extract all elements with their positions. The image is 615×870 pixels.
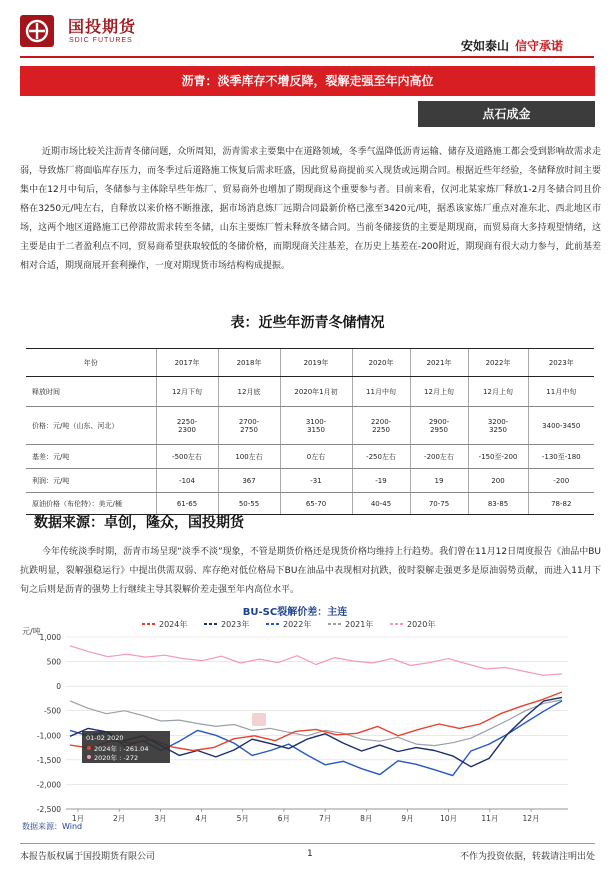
- legend-label: 2023年: [221, 620, 250, 629]
- y-tick-label: -2,000: [36, 780, 61, 790]
- table-cell: 11月中旬: [528, 377, 594, 407]
- body-paragraph-1: 近期市场比较关注沥青冬储问题，众所周知，沥青需求主要集中在道路领域，冬季气温降低沥青运输、储存及道路施工都会受到影响故需求走弱，导致炼厂将面临库存压力，而冬季过后道路施工恢复后需求旺盛，因此贸易商提前买入现货或远期合同。根据近些年经验，冬储释放时间主要集中在12月中旬后，冬储参与主体除早些年炼厂、贸易商外也增加了期现商这个重要参与者。目前来看，仅河北某家炼厂释放1-2月冬储合同且价格在3250元/吨左右，自释放以来价格不断推涨，据市场消息炼厂远期合同最新价格已涨至3420元/吨，据悉该家炼厂重点对准东北、西北地区市场，这两个地区道路施工已停滞故需求转至冬储，山东主要炼厂暂未释放冬储合同。当前冬储接货的主要是期现商，而贸易商大多持观望情绪，这主要是由于二者盈利点不同，贸易商希望获取较低的冬储价格，而期现商关注基差，在历史上基差在-200附近，期现商有很大动力参与，此前基差相对合适，期现商展开套利操作，一度对期现货市场结构构成提振。: [20, 147, 601, 271]
- table-header-cell: 2023年: [528, 349, 594, 377]
- series-line-2020年: [70, 646, 562, 676]
- y-tick-label: -2,500: [36, 805, 61, 814]
- table-cell: 原油价格（布伦特）：美元/桶: [26, 493, 156, 515]
- table-cell: 12月下旬: [156, 377, 218, 407]
- tooltip-swatch: [87, 746, 91, 750]
- table-cell: -19: [352, 469, 410, 493]
- header-slogan: [461, 37, 563, 54]
- x-tick-label: 1月: [71, 814, 85, 823]
- x-tick-label: 11月: [481, 814, 499, 823]
- table-cell: 3200- 3250: [468, 407, 528, 445]
- table-cell: 12月上旬: [410, 377, 468, 407]
- x-tick-label: 3月: [154, 814, 167, 823]
- x-tick-label: 7月: [318, 814, 332, 823]
- table-header-cell: 2021年: [410, 349, 468, 377]
- x-tick-label: 9月: [401, 814, 414, 823]
- table-title: 表：近些年沥青冬储情况: [230, 315, 385, 331]
- table-header-cell: 2019年: [280, 349, 352, 377]
- table-cell: 2250- 2300: [156, 407, 218, 445]
- legend-label: 2021年: [345, 620, 374, 629]
- y-tick-label: 0: [56, 682, 61, 692]
- column-tag: 点石成金: [418, 101, 595, 127]
- table-cell: -104: [156, 469, 218, 493]
- x-tick-label: 4月: [195, 814, 208, 823]
- table-cell: 12月底: [218, 377, 280, 407]
- slogan-part-a: 安如泰山: [460, 39, 509, 53]
- table-cell: 200: [468, 469, 528, 493]
- table-cell: 12月上旬: [468, 377, 528, 407]
- table-header-row: [26, 349, 594, 377]
- table-cell: -250左右: [352, 445, 410, 469]
- chart-title: BU-SC裂解价差：主连: [242, 607, 348, 618]
- table-cell: -130至-180: [528, 445, 594, 469]
- table-header-cell: 2022年: [468, 349, 528, 377]
- company-name-en: SDIC FUTURES: [69, 37, 133, 44]
- table-cell: 61-65: [156, 493, 218, 515]
- table-header-cell: 2017年: [156, 349, 218, 377]
- table-cell: -200左右: [410, 445, 468, 469]
- page-number: 1: [307, 849, 313, 859]
- table-cell: 2020年1月初: [280, 377, 352, 407]
- table-row: [26, 377, 594, 407]
- legend-label: 2024年: [159, 620, 188, 629]
- table-cell: 50-55: [218, 493, 280, 515]
- header-divider: [20, 56, 594, 58]
- tooltip-date: 01-02 2020: [86, 734, 124, 742]
- table-header-cell: 2018年: [218, 349, 280, 377]
- table-cell: 价格：元/吨（山东、河北）: [26, 407, 156, 445]
- table-cell: 释放时间: [26, 377, 156, 407]
- table-cell: 利润：元/吨: [26, 469, 156, 493]
- table-cell: 11月中旬: [352, 377, 410, 407]
- table-cell: 70-75: [410, 493, 468, 515]
- table-cell: 3100- 3150: [280, 407, 352, 445]
- footer-copyright: 本报告版权属于国投期货有限公司: [20, 852, 156, 862]
- table-body: [26, 377, 594, 515]
- table-header-cell: 年份: [26, 349, 156, 377]
- crack-spread-chart: [20, 603, 595, 835]
- x-tick-label: 6月: [277, 814, 291, 823]
- table-cell: 65-70: [280, 493, 352, 515]
- x-tick-label: 10月: [440, 814, 458, 823]
- chart-source: 数据来源：Wind: [22, 822, 83, 831]
- winter-storage-table: [26, 348, 594, 515]
- report-title-banner: 沥青：淡季库存不增反降，裂解走强至年内高位: [20, 66, 595, 96]
- table-cell: 0左右: [280, 445, 352, 469]
- table-cell: 367: [218, 469, 280, 493]
- table-cell: 2900- 2950: [410, 407, 468, 445]
- y-tick-label: 1,000: [39, 633, 61, 642]
- table-header-cell: 2020年: [352, 349, 410, 377]
- tooltip-value: 2020年 : -272: [94, 754, 139, 762]
- body-paragraph-2: 今年传统淡季时期，沥青市场呈现“淡季不淡”现象，不管是期货价格还是现货价格均维持上行趋势。我们曾在11月12日周度报告《油品中BU抗跌明显，裂解强稳运行》中提出供需双弱、库存绝对低位格局下BU在油品中表现相对抗跌，彼时裂解走强更多是原油弱势贡献，而进入11月下旬之后则是沥青的强势上行继续主导其裂解价差走强至年内高位水平。: [20, 547, 601, 595]
- y-tick-label: -500: [43, 706, 61, 716]
- table-cell: 2200- 2250: [352, 407, 410, 445]
- footer-divider: [20, 843, 595, 844]
- x-tick-label: 5月: [236, 814, 249, 823]
- legend-label: 2020年: [407, 620, 436, 629]
- company-name-cn: 国投期货: [68, 17, 137, 36]
- data-table: [26, 348, 594, 515]
- table-cell: 2700- 2750: [218, 407, 280, 445]
- table-cell: -500左右: [156, 445, 218, 469]
- table-cell: 100左右: [218, 445, 280, 469]
- table-row: [26, 469, 594, 493]
- table-cell: 基差：元/吨: [26, 445, 156, 469]
- y-axis-label: 元/吨: [22, 627, 41, 636]
- x-tick-label: 8月: [360, 814, 373, 823]
- company-logo-icon: [20, 15, 54, 47]
- slogan-part-b: 信守承诺: [514, 39, 563, 53]
- table-row: [26, 407, 594, 445]
- table-cell: -31: [280, 469, 352, 493]
- legend-label: 2022年: [283, 620, 312, 629]
- tooltip-swatch: [87, 755, 91, 759]
- y-tick-label: -1,500: [36, 755, 61, 765]
- data-source-label: 数据来源：卓创，隆众，国投期货: [34, 515, 244, 531]
- table-cell: 40-45: [352, 493, 410, 515]
- watermark-logo-icon: [252, 713, 266, 726]
- table-row: [26, 445, 594, 469]
- y-tick-label: 500: [46, 657, 61, 667]
- y-tick-label: -1,000: [36, 731, 61, 741]
- page-header: [0, 0, 615, 62]
- x-tick-label: 2月: [113, 814, 126, 823]
- table-cell: 19: [410, 469, 468, 493]
- table-cell: 3400-3450: [528, 407, 594, 445]
- tooltip-value: 2024年 : -261.04: [94, 745, 149, 753]
- footer-disclaimer: 不作为投资依据，转载请注明出处: [459, 852, 595, 862]
- table-cell: 83-85: [468, 493, 528, 515]
- table-cell: 78-82: [528, 493, 594, 515]
- table-cell: -200: [528, 469, 594, 493]
- table-cell: -150至-200: [468, 445, 528, 469]
- x-tick-label: 12月: [522, 814, 540, 823]
